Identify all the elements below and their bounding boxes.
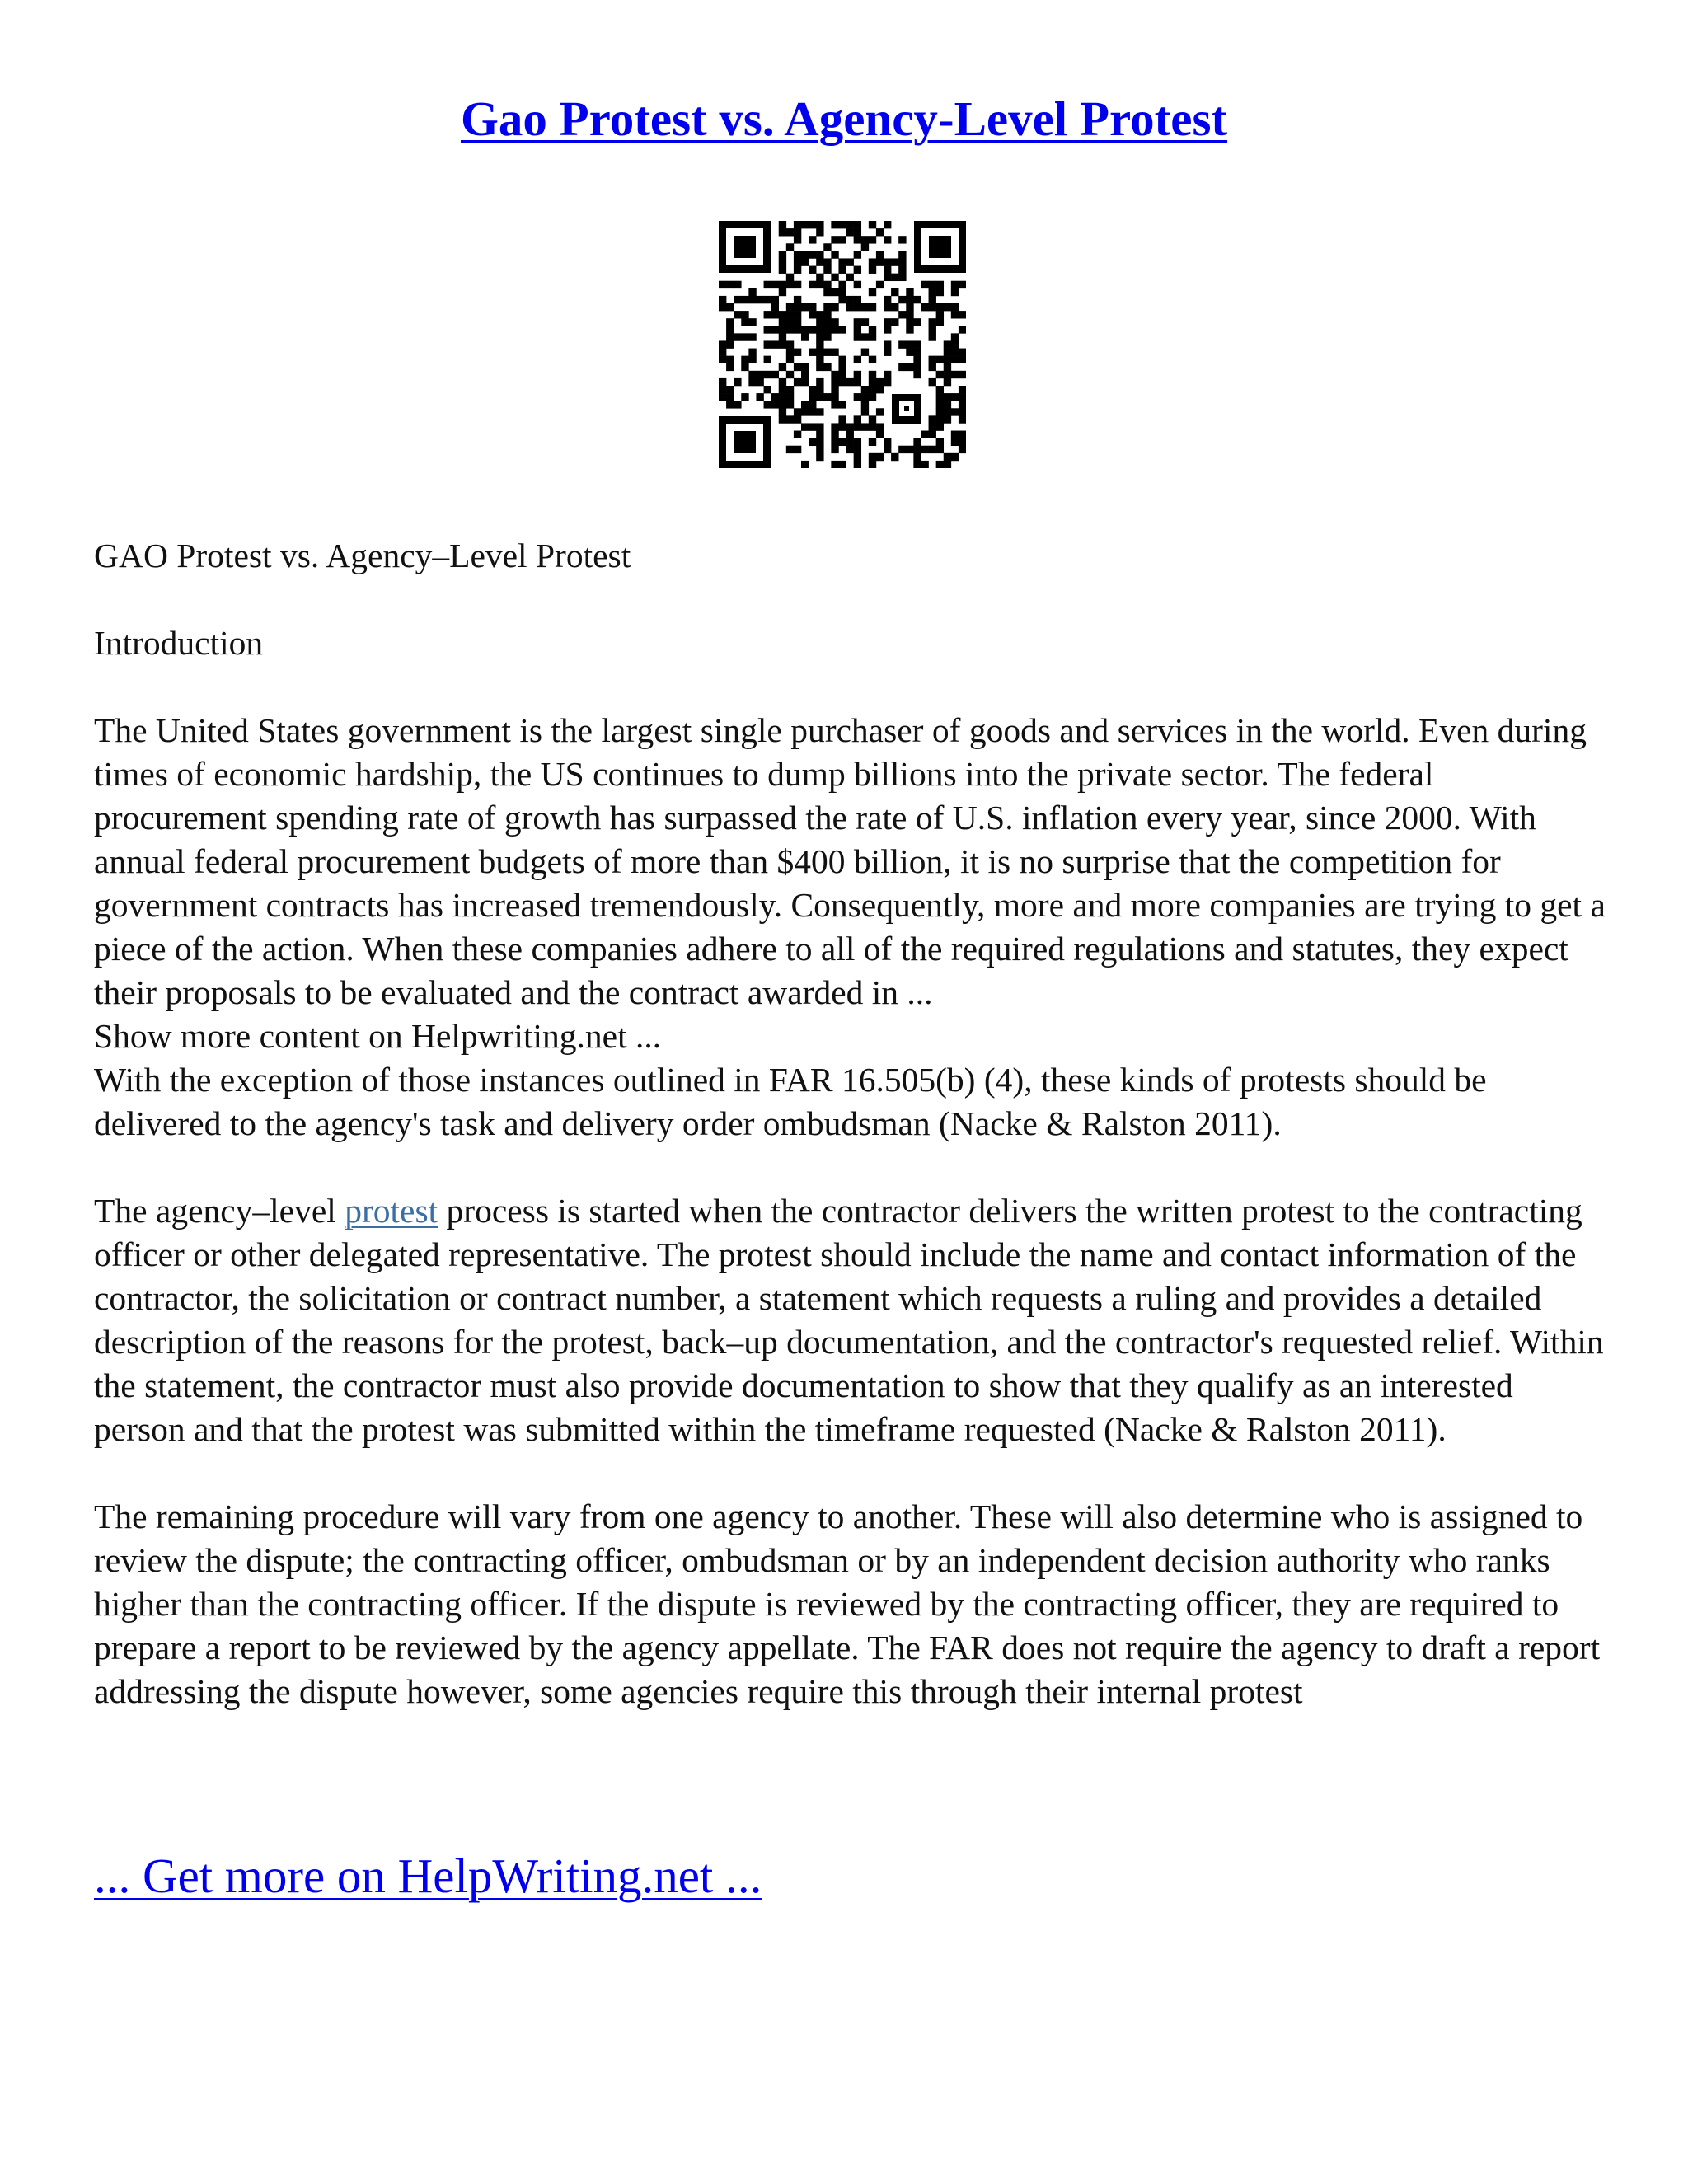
paragraph-4: The remaining procedure will vary from one agency to another. These will also determine who is assigned to review the dispute; the contracting officer, ombudsman or by an independent decision authority who ranks higher than the contracting officer. If the dispute is reviewed by the contracting officer, they are required to prepare a report to be reviewed by the agency appellate. The FAR does not require the agency to draft a report addressing the dispute however, some agencies require this through their internal protest bbox=[94, 1497, 1601, 1710]
show-more-text: Show more content on Helpwriting.net ... bbox=[94, 1017, 662, 1055]
protest-link[interactable]: protest bbox=[345, 1192, 438, 1230]
get-more-link[interactable]: ... Get more on HelpWriting.net ... bbox=[94, 1849, 762, 1903]
paragraph-3-start: The agency–level bbox=[94, 1192, 345, 1230]
qr-code-graphic bbox=[719, 221, 966, 468]
qr-code-icon bbox=[719, 221, 966, 468]
section-title: Introduction bbox=[94, 624, 264, 662]
paragraph-3-end: process is started when the contractor delivers the written protest to the contracting officer or other delegated representative. The protest should include the name and contact information of the contractor, the solicitation or contract number, a statement which requests a ruling and provides a detailed description of the reasons for the protest, back–up documentation, and the contractor's requested relief. Within the statement, the contractor must also provide documentation to show that they qualify as an interested person and that the protest was submitted within the timeframe requested (Nacke & Ralston 2011). bbox=[94, 1192, 1604, 1448]
document-body bbox=[94, 534, 1611, 1713]
paragraph-3 bbox=[94, 1189, 1611, 1451]
document-heading: GAO Protest vs. Agency–Level Protest bbox=[94, 537, 631, 574]
paragraph-1: The United States government is the largest single purchaser of goods and services in the world. Even during times of economic hardship, the US continues to dump billions into the private sector. The federal procurement spending rate of growth has surpassed the rate of U.S. inflation every year, since 2000. With annual federal procurement budgets of more than $400 billion, it is no surprise that the competition for government contracts has increased tremendously. Consequently, more and more companies are trying to get a piece of the action. When these companies adhere to all of the required regulations and statutes, they expect their proposals to be evaluated and the contract awarded in ... bbox=[94, 711, 1606, 1011]
paragraph-2: With the exception of those instances outlined in FAR 16.505(b) (4), these kinds of protests should be delivered to the agency's task and delivery order ombudsman (Nacke & Ralston 2011). bbox=[94, 1061, 1487, 1142]
title-link[interactable]: Gao Protest vs. Agency-Level Protest bbox=[460, 91, 1228, 146]
